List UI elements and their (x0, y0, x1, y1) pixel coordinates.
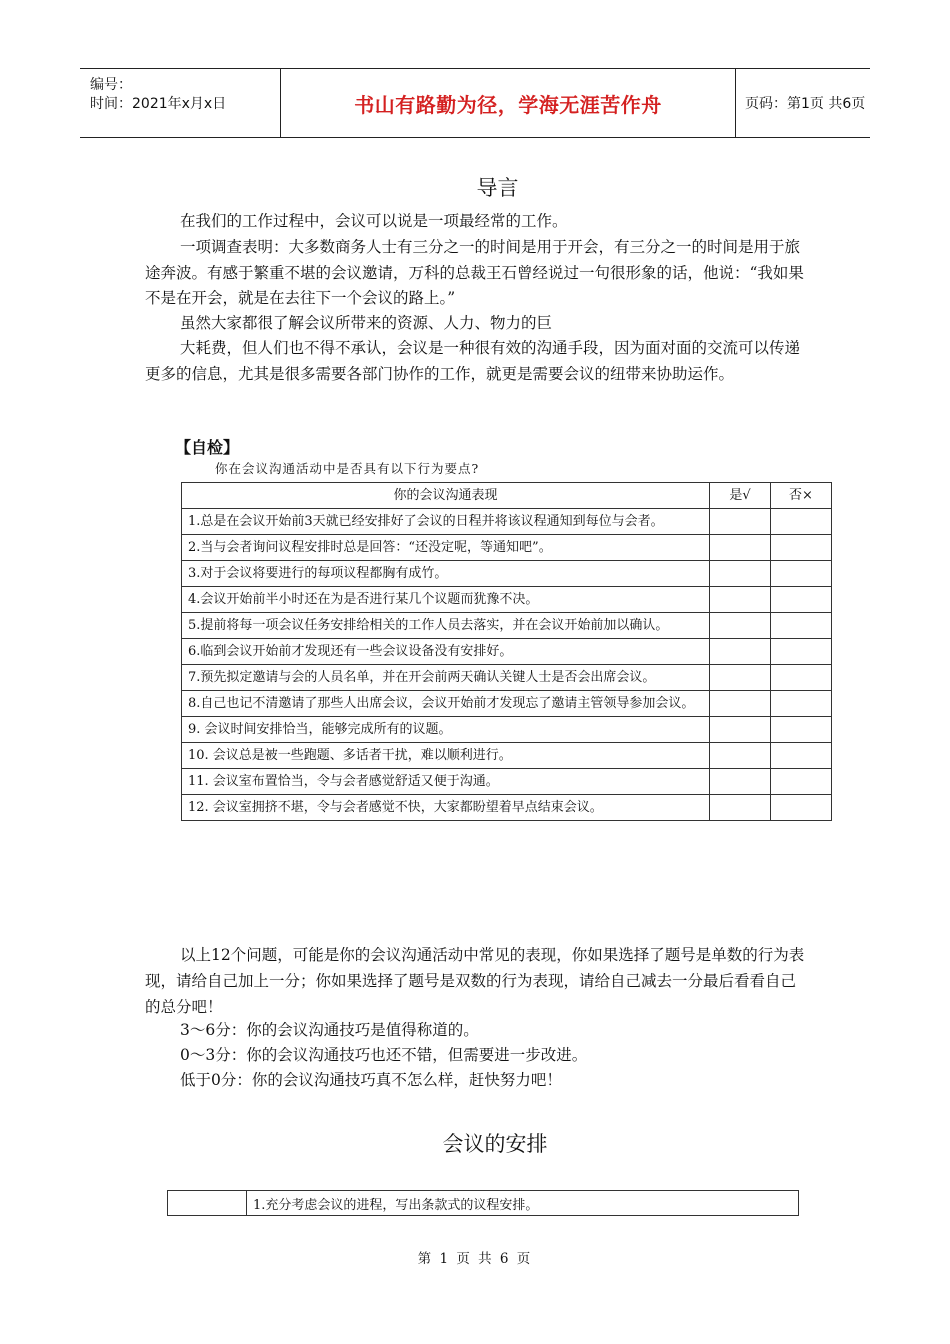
intro-paragraph-1: 在我们的工作过程中，会议可以说是一项最经常的工作。 (180, 212, 568, 230)
no-checkbox-cell[interactable] (771, 665, 832, 691)
header-motto-cell (280, 69, 736, 137)
behavior-cell: 10. 会议总是被一些跑题、多话者干扰，难以顺利进行。 (182, 743, 710, 769)
yes-checkbox-cell[interactable] (710, 743, 771, 769)
self-check-question: 你在会议沟通活动中是否具有以下行为要点? (215, 461, 480, 476)
yes-checkbox-cell[interactable] (710, 561, 771, 587)
arrangement-title: 会议的安排 (442, 1132, 548, 1156)
no-checkbox-cell[interactable] (771, 509, 832, 535)
no-checkbox-cell[interactable] (771, 535, 832, 561)
yes-checkbox-cell[interactable] (710, 639, 771, 665)
intro-title: 导言 (476, 176, 519, 200)
behavior-cell: 8.自己也记不清邀请了那些人出席会议，会议开始前才发现忘了邀请主管领导参加会议。 (182, 691, 710, 717)
yes-checkbox-cell[interactable] (710, 665, 771, 691)
scoring-paragraph: 以上12个问题，可能是你的会议沟通活动中常见的表现，你如果选择了题号是单数的行为表现，请给自己加上一分；你如果选择了题号是双数的行为表现，请给自己减去一分最后看看自己的总分吧！ (145, 946, 805, 1016)
intro-paragraph-4: 大耗费，但人们也不得不承认，会议是一种很有效的沟通手段，因为面对面的交流可以传递更多的信息，尤其是很多需要各部门协作的工作，就更是需要会议的纽带来协助运作。 (145, 339, 801, 383)
intro-paragraph-3: 虽然大家都很了解会议所带来的资源、人力、物力的巨 (180, 314, 553, 332)
self-check-table (181, 482, 832, 821)
table-row (182, 613, 832, 639)
behavior-cell: 11. 会议室布置恰当，令与会者感觉舒适又便于沟通。 (182, 769, 710, 795)
column-header-behavior: 你的会议沟通表现 (182, 483, 710, 509)
behavior-cell: 12. 会议室拥挤不堪，令与会者感觉不快，大家都盼望着早点结束会议。 (182, 795, 710, 821)
behavior-cell: 5.提前将每一项会议任务安排给相关的工作人员去落实，并在会议开始前加以确认。 (182, 613, 710, 639)
yes-checkbox-cell[interactable] (710, 613, 771, 639)
table-row (182, 795, 832, 821)
behavior-cell: 2.当与会者询问议程安排时总是回答：“还没定呢，等通知吧”。 (182, 535, 710, 561)
table-row (182, 743, 832, 769)
column-header-yes: 是√ (710, 483, 771, 509)
motto-text: 书山有路勤为径，学海无涯苦作舟 (354, 92, 662, 117)
table-row (182, 535, 832, 561)
intro-paragraph-2: 一项调查表明：大多数商务人士有三分之一的时间是用于开会，有三分之一的时间是用于旅途奔波。有感于繁重不堪的会议邀请，万科的总裁王石曾经说过一句很形象的话，他说：“我如果不是在开会，就是在去往下一个会议的路上。” (145, 238, 804, 307)
yes-checkbox-cell[interactable] (710, 535, 771, 561)
table-row (182, 717, 832, 743)
table-row (182, 639, 832, 665)
table-row (168, 1191, 799, 1216)
number-label: 编号： (90, 77, 132, 93)
yes-checkbox-cell[interactable] (710, 795, 771, 821)
behavior-cell: 7.预先拟定邀请与会的人员名单，并在开会前两天确认关键人士是否会出席会议。 (182, 665, 710, 691)
no-checkbox-cell[interactable] (771, 717, 832, 743)
page-code: 页码：第1页 共6页 (745, 96, 866, 112)
no-checkbox-cell[interactable] (771, 587, 832, 613)
behavior-cell: 4.会议开始前半小时还在为是否进行某几个议题而犹豫不决。 (182, 587, 710, 613)
arrangement-item: 1.充分考虑会议的进程，写出条款式的议程安排。 (247, 1191, 799, 1216)
no-checkbox-cell[interactable] (771, 743, 832, 769)
no-checkbox-cell[interactable] (771, 613, 832, 639)
table-row (182, 561, 832, 587)
no-checkbox-cell[interactable] (771, 769, 832, 795)
yes-checkbox-cell[interactable] (710, 769, 771, 795)
document-header (80, 68, 870, 138)
score-level-3: 低于0分：你的会议沟通技巧真不怎么样，赶快努力吧！ (180, 1071, 562, 1089)
behavior-cell: 3.对于会议将要进行的每项议程都胸有成竹。 (182, 561, 710, 587)
table-row (182, 691, 832, 717)
table-row (182, 509, 832, 535)
table-row (182, 769, 832, 795)
yes-checkbox-cell[interactable] (710, 717, 771, 743)
table-header-row (182, 483, 832, 509)
arrangement-blank-cell (168, 1191, 247, 1216)
no-checkbox-cell[interactable] (771, 795, 832, 821)
yes-checkbox-cell[interactable] (710, 587, 771, 613)
behavior-cell: 6.临到会议开始前才发现还有一些会议设备没有安排好。 (182, 639, 710, 665)
arrangement-table (167, 1190, 799, 1216)
behavior-cell: 1.总是在会议开始前3天就已经安排好了会议的日程并将该议程通知到每位与会者。 (182, 509, 710, 535)
header-meta-cell (80, 69, 280, 137)
score-level-2: 0～3分：你的会议沟通技巧也还不错，但需要进一步改进。 (180, 1046, 588, 1064)
page-footer: 第 1 页 共 6 页 (417, 1251, 533, 1267)
no-checkbox-cell[interactable] (771, 691, 832, 717)
no-checkbox-cell[interactable] (771, 561, 832, 587)
column-header-no: 否× (771, 483, 832, 509)
yes-checkbox-cell[interactable] (710, 509, 771, 535)
table-row (182, 665, 832, 691)
behavior-cell: 9. 会议时间安排恰当，能够完成所有的议题。 (182, 717, 710, 743)
yes-checkbox-cell[interactable] (710, 691, 771, 717)
header-page-cell (735, 69, 870, 137)
time-label: 时间：2021年x月x日 (90, 96, 227, 112)
table-row (182, 587, 832, 613)
self-check-title: 【自检】 (175, 438, 240, 457)
score-level-1: 3～6分：你的会议沟通技巧是值得称道的。 (180, 1021, 479, 1039)
no-checkbox-cell[interactable] (771, 639, 832, 665)
